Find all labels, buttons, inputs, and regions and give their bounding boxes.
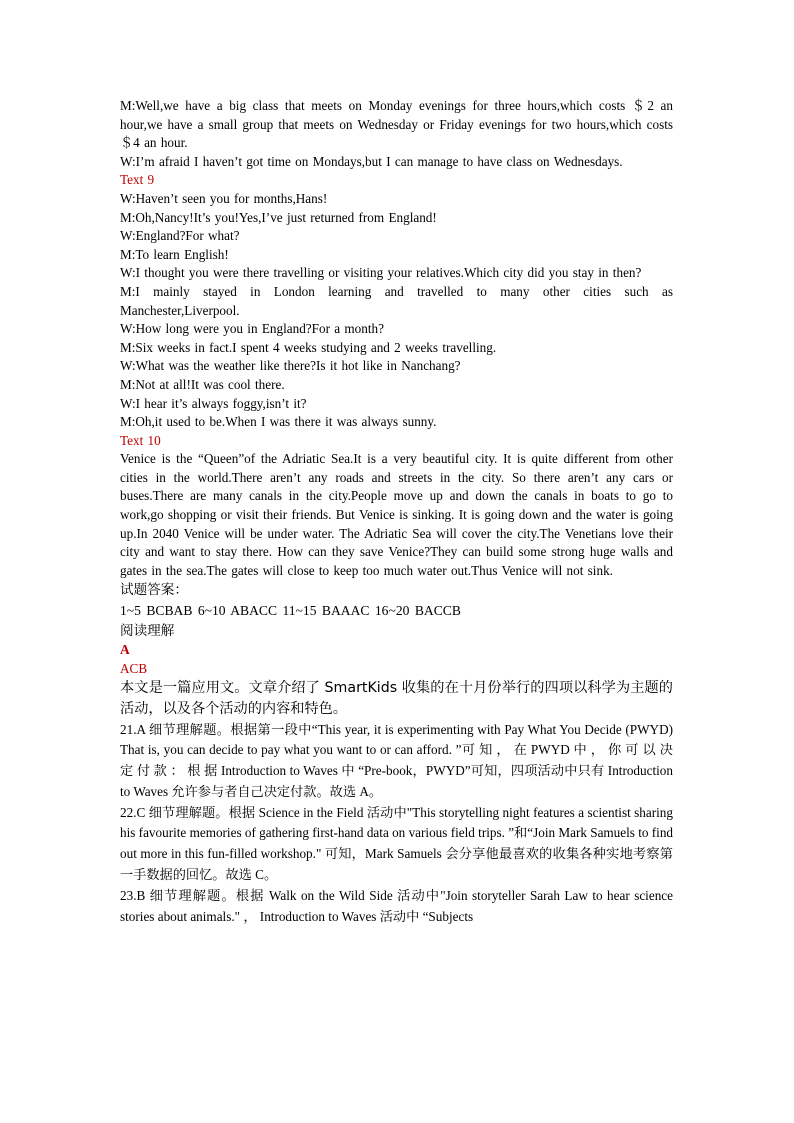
passage-label: A <box>120 642 130 658</box>
dialogue-line: W:What was the weather like there?Is it hot like in Nanchang? <box>120 358 461 374</box>
dialogue-line: M:To learn English! <box>120 246 229 262</box>
answers-line: 1~5 BCBAB 6~10 ABACC 11~15 BAAAC 16~20 BACCB <box>120 603 461 619</box>
dialogue-line: W:I’m afraid I haven’t got time on Mondays,but I can manage to have class on Wednesdays. <box>120 153 623 169</box>
dialogue-line: W:I hear it’s always foggy,isn’t it? <box>120 395 307 411</box>
dialogue-line: M:I mainly stayed in London learning and travelled to many other cities such as Manchester,Liverpool. <box>120 283 673 318</box>
dialogue-line: M:Oh,it used to be.When I was there it was always sunny. <box>120 414 437 430</box>
question-22-explanation: 22.C 细节理解题。根据 Science in the Field 活动中"This storytelling night features a scientist sharing his favourite memories of gathering first-hand data on various field trips. ”和“Join Mark Samuels to find out more in this fun-filled workshop." 可知，Mark Samuels 会分享他最喜欢的收集各种实地考察第一手数据的回忆。故选 C。 <box>120 804 674 883</box>
question-23-explanation: 23.B 细节理解题。根据 Walk on the Wild Side 活动中"Join storyteller Sarah Law to hear science stories about animals." ， Introduction to Waves 活动中 “Subjects <box>120 887 673 924</box>
text-10-heading: Text 10 <box>120 432 161 448</box>
dialogue-line: M:Not at all!It was cool there. <box>120 376 285 392</box>
answer-key: ACB <box>120 660 148 676</box>
dialogue-line: W:I thought you were there travelling or visiting your relatives.Which city did you stay in then? <box>120 265 642 281</box>
passage-summary: 本文是一篇应用文。文章介绍了 SmartKids 收集的在十月份举行的四项以科学为主题的活动，以及各个活动的内容和特色。 <box>120 680 673 717</box>
text-9-heading: Text 9 <box>120 172 155 188</box>
text-10-paragraph: Venice is the “Queen”of the Adriatic Sea.It is a very beautiful city. It is quite different from other cities in the world.There aren’t any roads and streets in the city. So there aren’t any cars or buses.There are many canals in the city.People move up and down the canals in boats to go to work,go shopping or visit their friends. But Venice is sinking. It is going down and the water is going up.In 2040 Venice will be under water. The Adriatic Sea will cover the city.The Venetians love their city and want to stay there. How can they save Venice?They can build some strong huge walls and gates in the sea.The gates will close to keep too much water out.Thus Venice will not sink. <box>120 451 673 578</box>
answers-label: 试题答案： <box>120 582 188 599</box>
question-21-explanation: 21.A 细节理解题。根据第一段中“This year, it is experimenting with Pay What You Decide (PWYD) That is, you can decide to pay what you want to or can afford. ”可 知 ， 在 PWYD 中 ， 你 可 以 决 定 付 款 ： 根 据 Introduction to Waves 中 “Pre-book，PWYD”可知，四项活动中只有 Introduction to Waves 允许参与者自己决定付款。故选 A。 <box>120 721 673 799</box>
dialogue-line: W:Haven’t seen you for months,Hans! <box>120 190 328 206</box>
dialogue-line: W:How long were you in England?For a month? <box>120 321 384 337</box>
document-page <box>120 97 673 927</box>
dialogue-line: M:Six weeks in fact.I spent 4 weeks studying and 2 weeks travelling. <box>120 339 497 355</box>
dialogue-line: M:Oh,Nancy!It’s you!Yes,I’ve just returned from England! <box>120 209 437 225</box>
dialogue-line: W:England?For what? <box>120 228 240 244</box>
reading-section-title: 阅读理解 <box>120 622 175 639</box>
dialogue-line: M:Well,we have a big class that meets on Monday evenings for three hours,which costs ＄2 an hour,we have a small group that meets on Wednesday or Friday evenings for two hours,which costs ＄4 an hour. <box>120 98 673 151</box>
